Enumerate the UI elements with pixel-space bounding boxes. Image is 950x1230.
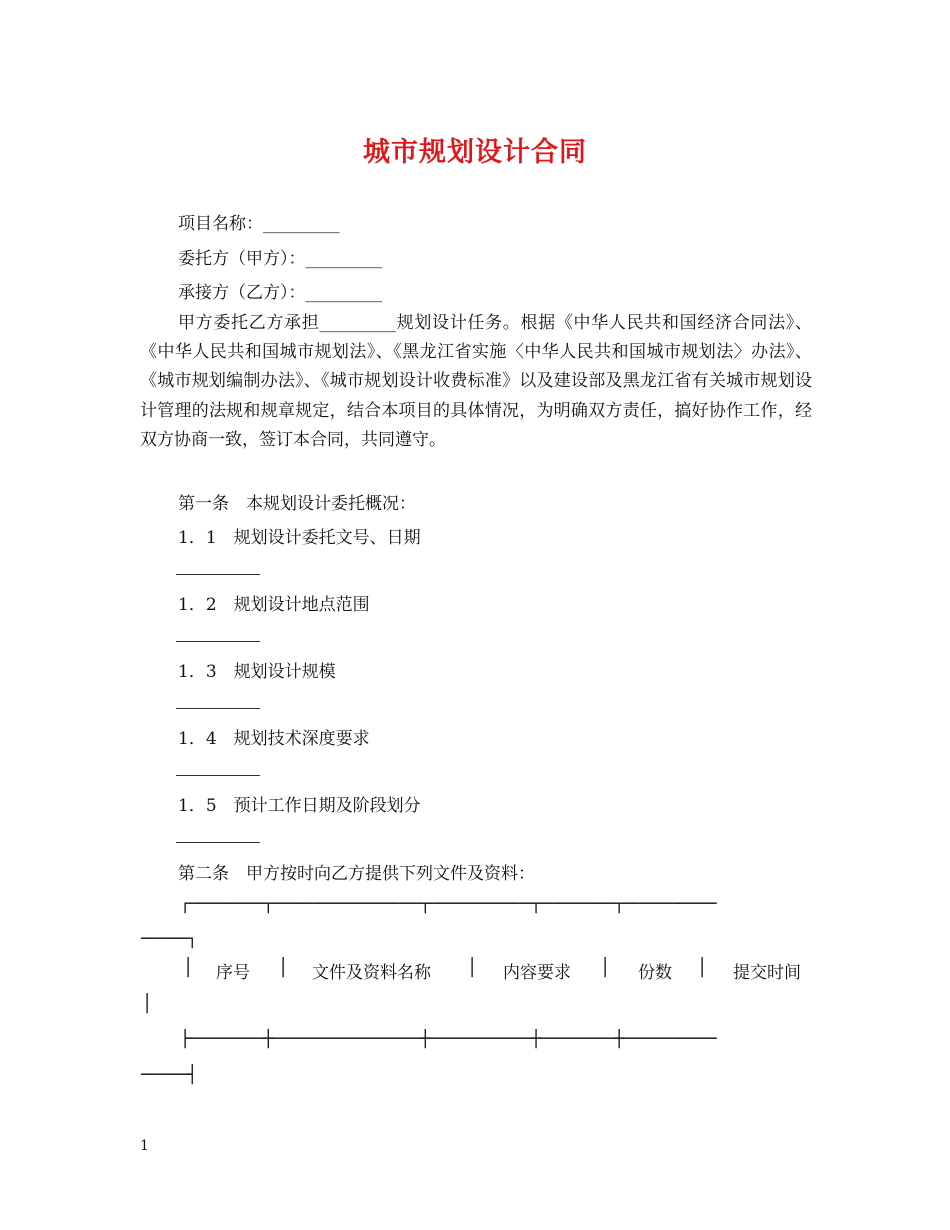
article-1-item-2: 1．2 规划设计地点范围: [178, 595, 370, 615]
article-1-item-4: 1．4 规划技术深度要求: [178, 729, 370, 749]
table-header-index: 序号: [216, 963, 250, 983]
article-2-heading: 第二条 甲方按时向乙方提供下列文件及资料：: [178, 864, 535, 884]
contractor-field: 承接方（乙方）：_________: [178, 283, 382, 303]
table-row-separator: ├────────┼────────────────┼───────────┼────────┼──────────: [180, 1029, 716, 1049]
project-name-field: 项目名称：_________: [178, 214, 340, 234]
table-top-border-end: ─────┐: [141, 929, 197, 949]
table-top-border: ┌────────┬────────────────┬───────────┬────────┬──────────: [180, 894, 716, 914]
blank-line: [176, 641, 260, 642]
intro-paragraph: 甲方委托乙方承担_________规划设计任务。根据《中华人民共和国经济合同法》、《中华人民共和国城市规划法》、《黑龙江省实施〈中华人民共和国城市规划法〉办法》、《城市规划编制办法》、《城市规划设计收费标准》以及建设部及黑龙江省有关城市规划设计管理的法规和规章规定，结合本项目的具体情况，为明确双方责任，搞好协作工作，经双方协商一致，签订本合同，共同遵守。: [140, 313, 812, 450]
table-bar: │: [697, 958, 708, 978]
table-header-submit-time: 提交时间: [733, 963, 801, 983]
table-bar: │: [600, 958, 611, 978]
table-bar: │: [467, 958, 478, 978]
client-field: 委托方（甲方）：_________: [178, 249, 382, 269]
table-header-requirements: 内容要求: [503, 963, 571, 983]
blank-line: [176, 775, 260, 776]
table-bar: │: [183, 958, 194, 978]
blank-line: [176, 708, 260, 709]
table-header-name: 文件及资料名称: [312, 963, 431, 983]
article-1-item-1: 1．1 规划设计委托文号、日期: [178, 528, 421, 548]
table-bar: │: [142, 994, 153, 1014]
document-title: 城市规划设计合同: [363, 137, 587, 168]
blank-line: [176, 842, 260, 843]
page-number: 1: [140, 1138, 149, 1154]
blank-line: [176, 574, 260, 575]
article-1-heading: 第一条 本规划设计委托概况：: [178, 494, 416, 514]
table-row-separator-end: ─────┤: [141, 1065, 197, 1085]
table-bar: │: [278, 958, 289, 978]
article-1-item-5: 1．5 预计工作日期及阶段划分: [178, 796, 421, 816]
table-header-copies: 份数: [638, 963, 672, 983]
article-1-item-3: 1．3 规划设计规模: [178, 662, 336, 682]
